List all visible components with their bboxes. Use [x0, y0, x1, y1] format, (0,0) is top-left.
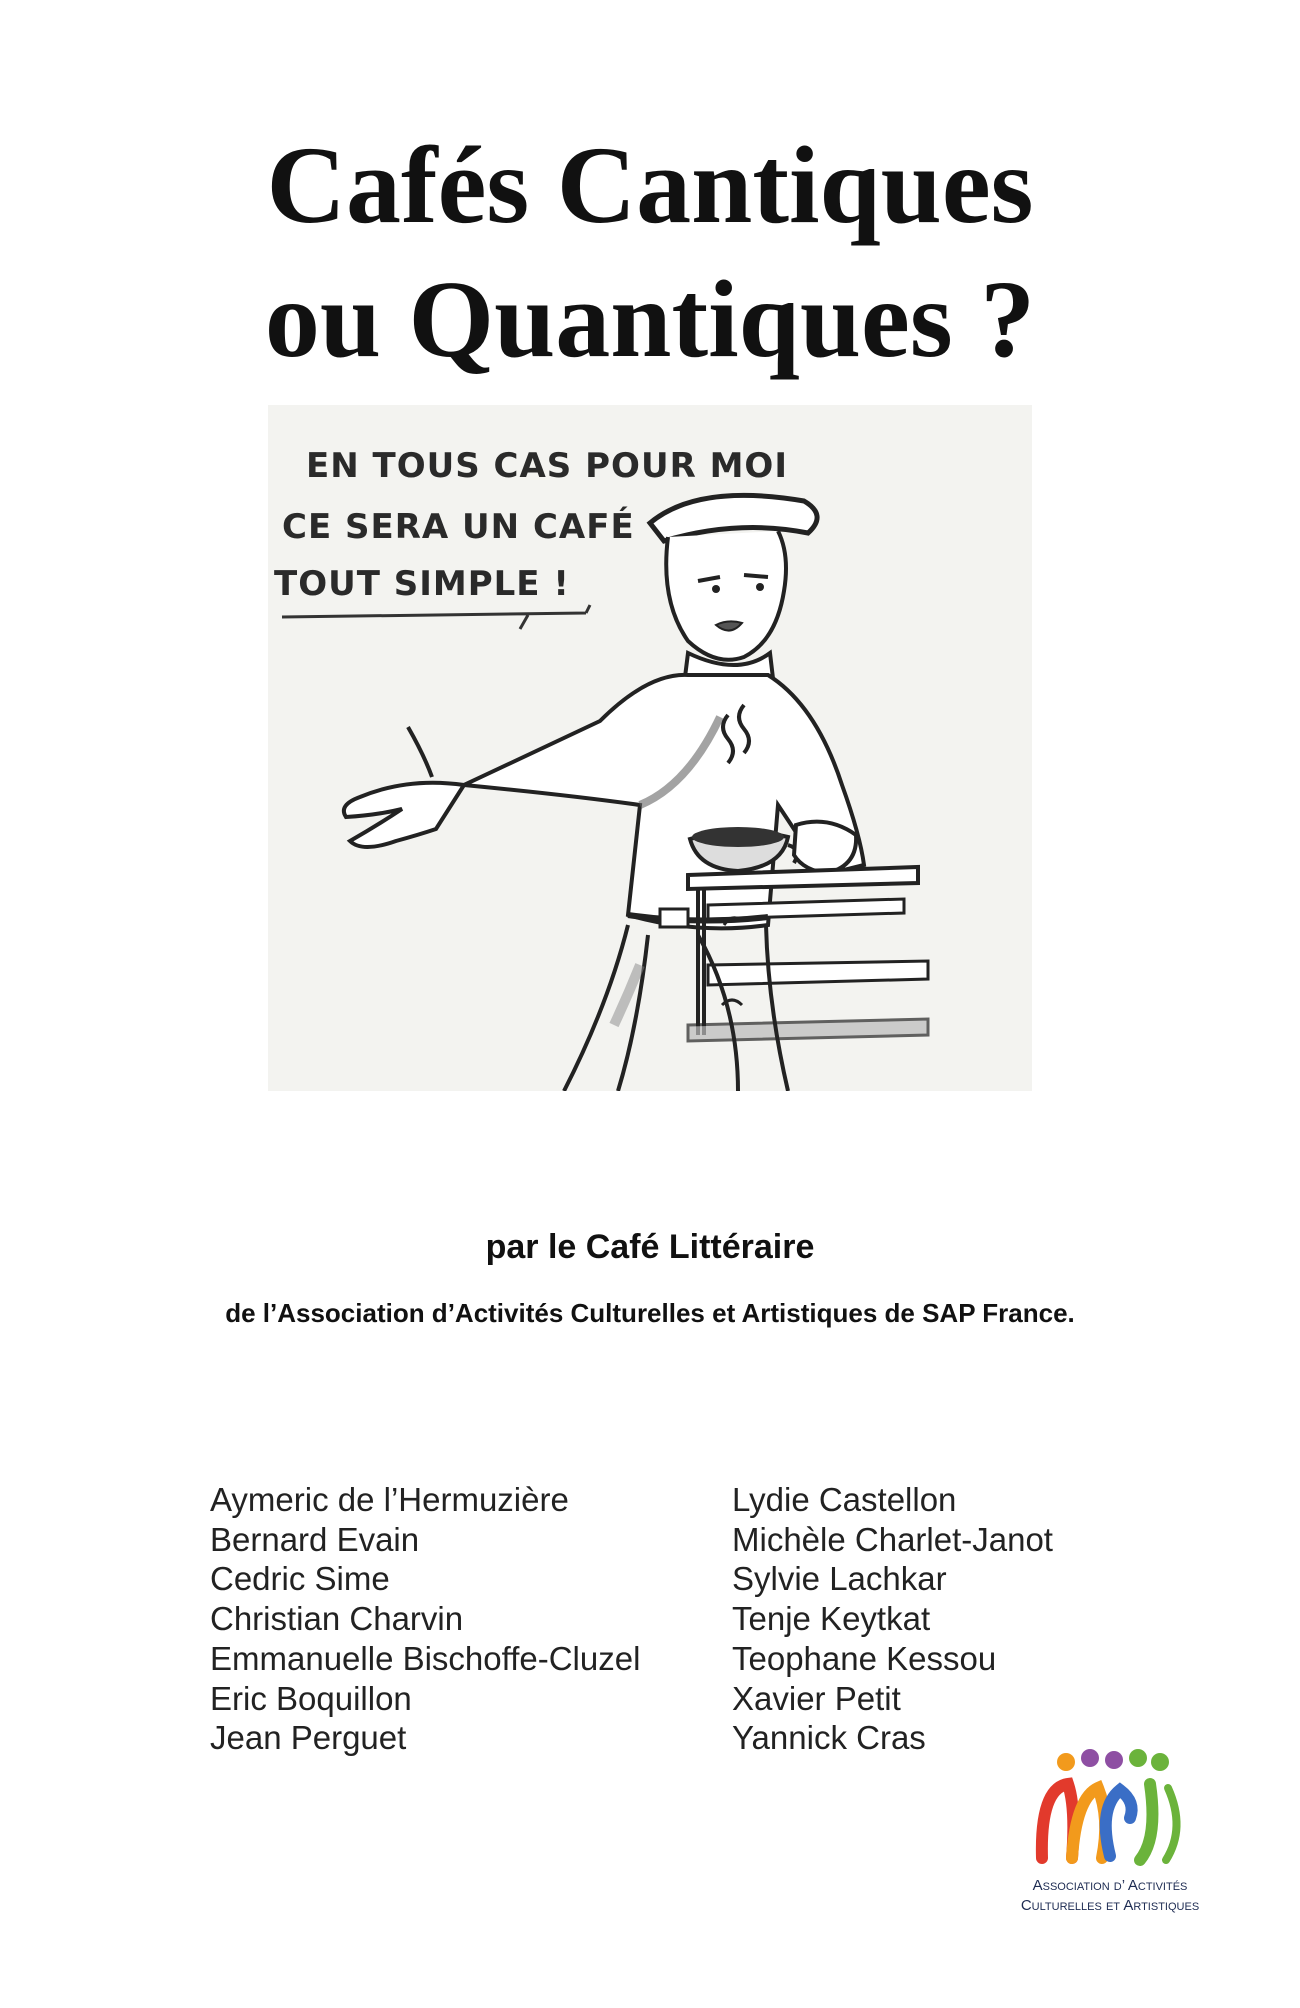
author-name: Xavier Petit: [732, 1679, 901, 1717]
author-name: Christian Charvin: [210, 1600, 464, 1638]
association-logo-text: [980, 1876, 1240, 1916]
authors-right-column: [732, 1480, 1053, 1758]
author-name: Emmanuelle Bischoffe-Cluzel: [210, 1639, 641, 1677]
byline: par le Café Littéraire: [485, 1228, 815, 1266]
page-title: [0, 118, 1300, 386]
speech-line-1: EN TOUS CAS POUR MOI: [306, 446, 788, 486]
logo-dot: [1105, 1751, 1123, 1769]
title-line-2: ou Quantiques ?: [264, 258, 1036, 380]
logo-dot: [1129, 1749, 1147, 1767]
logo-dot: [1081, 1749, 1099, 1767]
author-name: Teophane Kessou: [732, 1639, 997, 1677]
author-name: Yannick Cras: [732, 1719, 926, 1757]
author-name: Jean Perguet: [210, 1719, 407, 1757]
cartoon-illustration: [268, 405, 1032, 1091]
speech-line-2: CE SERA UN CAFÉ: [282, 507, 635, 547]
title-line-1: Cafés Cantiques: [266, 124, 1034, 246]
author-name: Sylvie Lachkar: [732, 1560, 947, 1598]
author-name: Tenje Keytkat: [732, 1600, 931, 1638]
speech-line-3: TOUT SIMPLE !: [274, 564, 570, 604]
author-name: Eric Boquillon: [210, 1679, 412, 1717]
logo-text-line-2: Culturelles et Artistiques: [1020, 1897, 1200, 1914]
cartoon-drawing: [268, 405, 1032, 1091]
logo-text-line-1: Association d’ Activités: [1032, 1877, 1188, 1894]
author-name: Michèle Charlet-Janot: [732, 1520, 1053, 1558]
author-name: Lydie Castellon: [732, 1481, 957, 1518]
authors-left-column: [210, 1480, 640, 1758]
logo-dot: [1057, 1753, 1075, 1771]
association-subtitle: de l’Association d’Activités Culturelles et Artistiques de SAP France.: [225, 1298, 1075, 1328]
author-name: Bernard Evain: [210, 1520, 420, 1558]
author-name: Cedric Sime: [210, 1560, 390, 1598]
author-name: Aymeric de l’Hermuzière: [210, 1481, 569, 1518]
logo-dot: [1151, 1753, 1169, 1771]
